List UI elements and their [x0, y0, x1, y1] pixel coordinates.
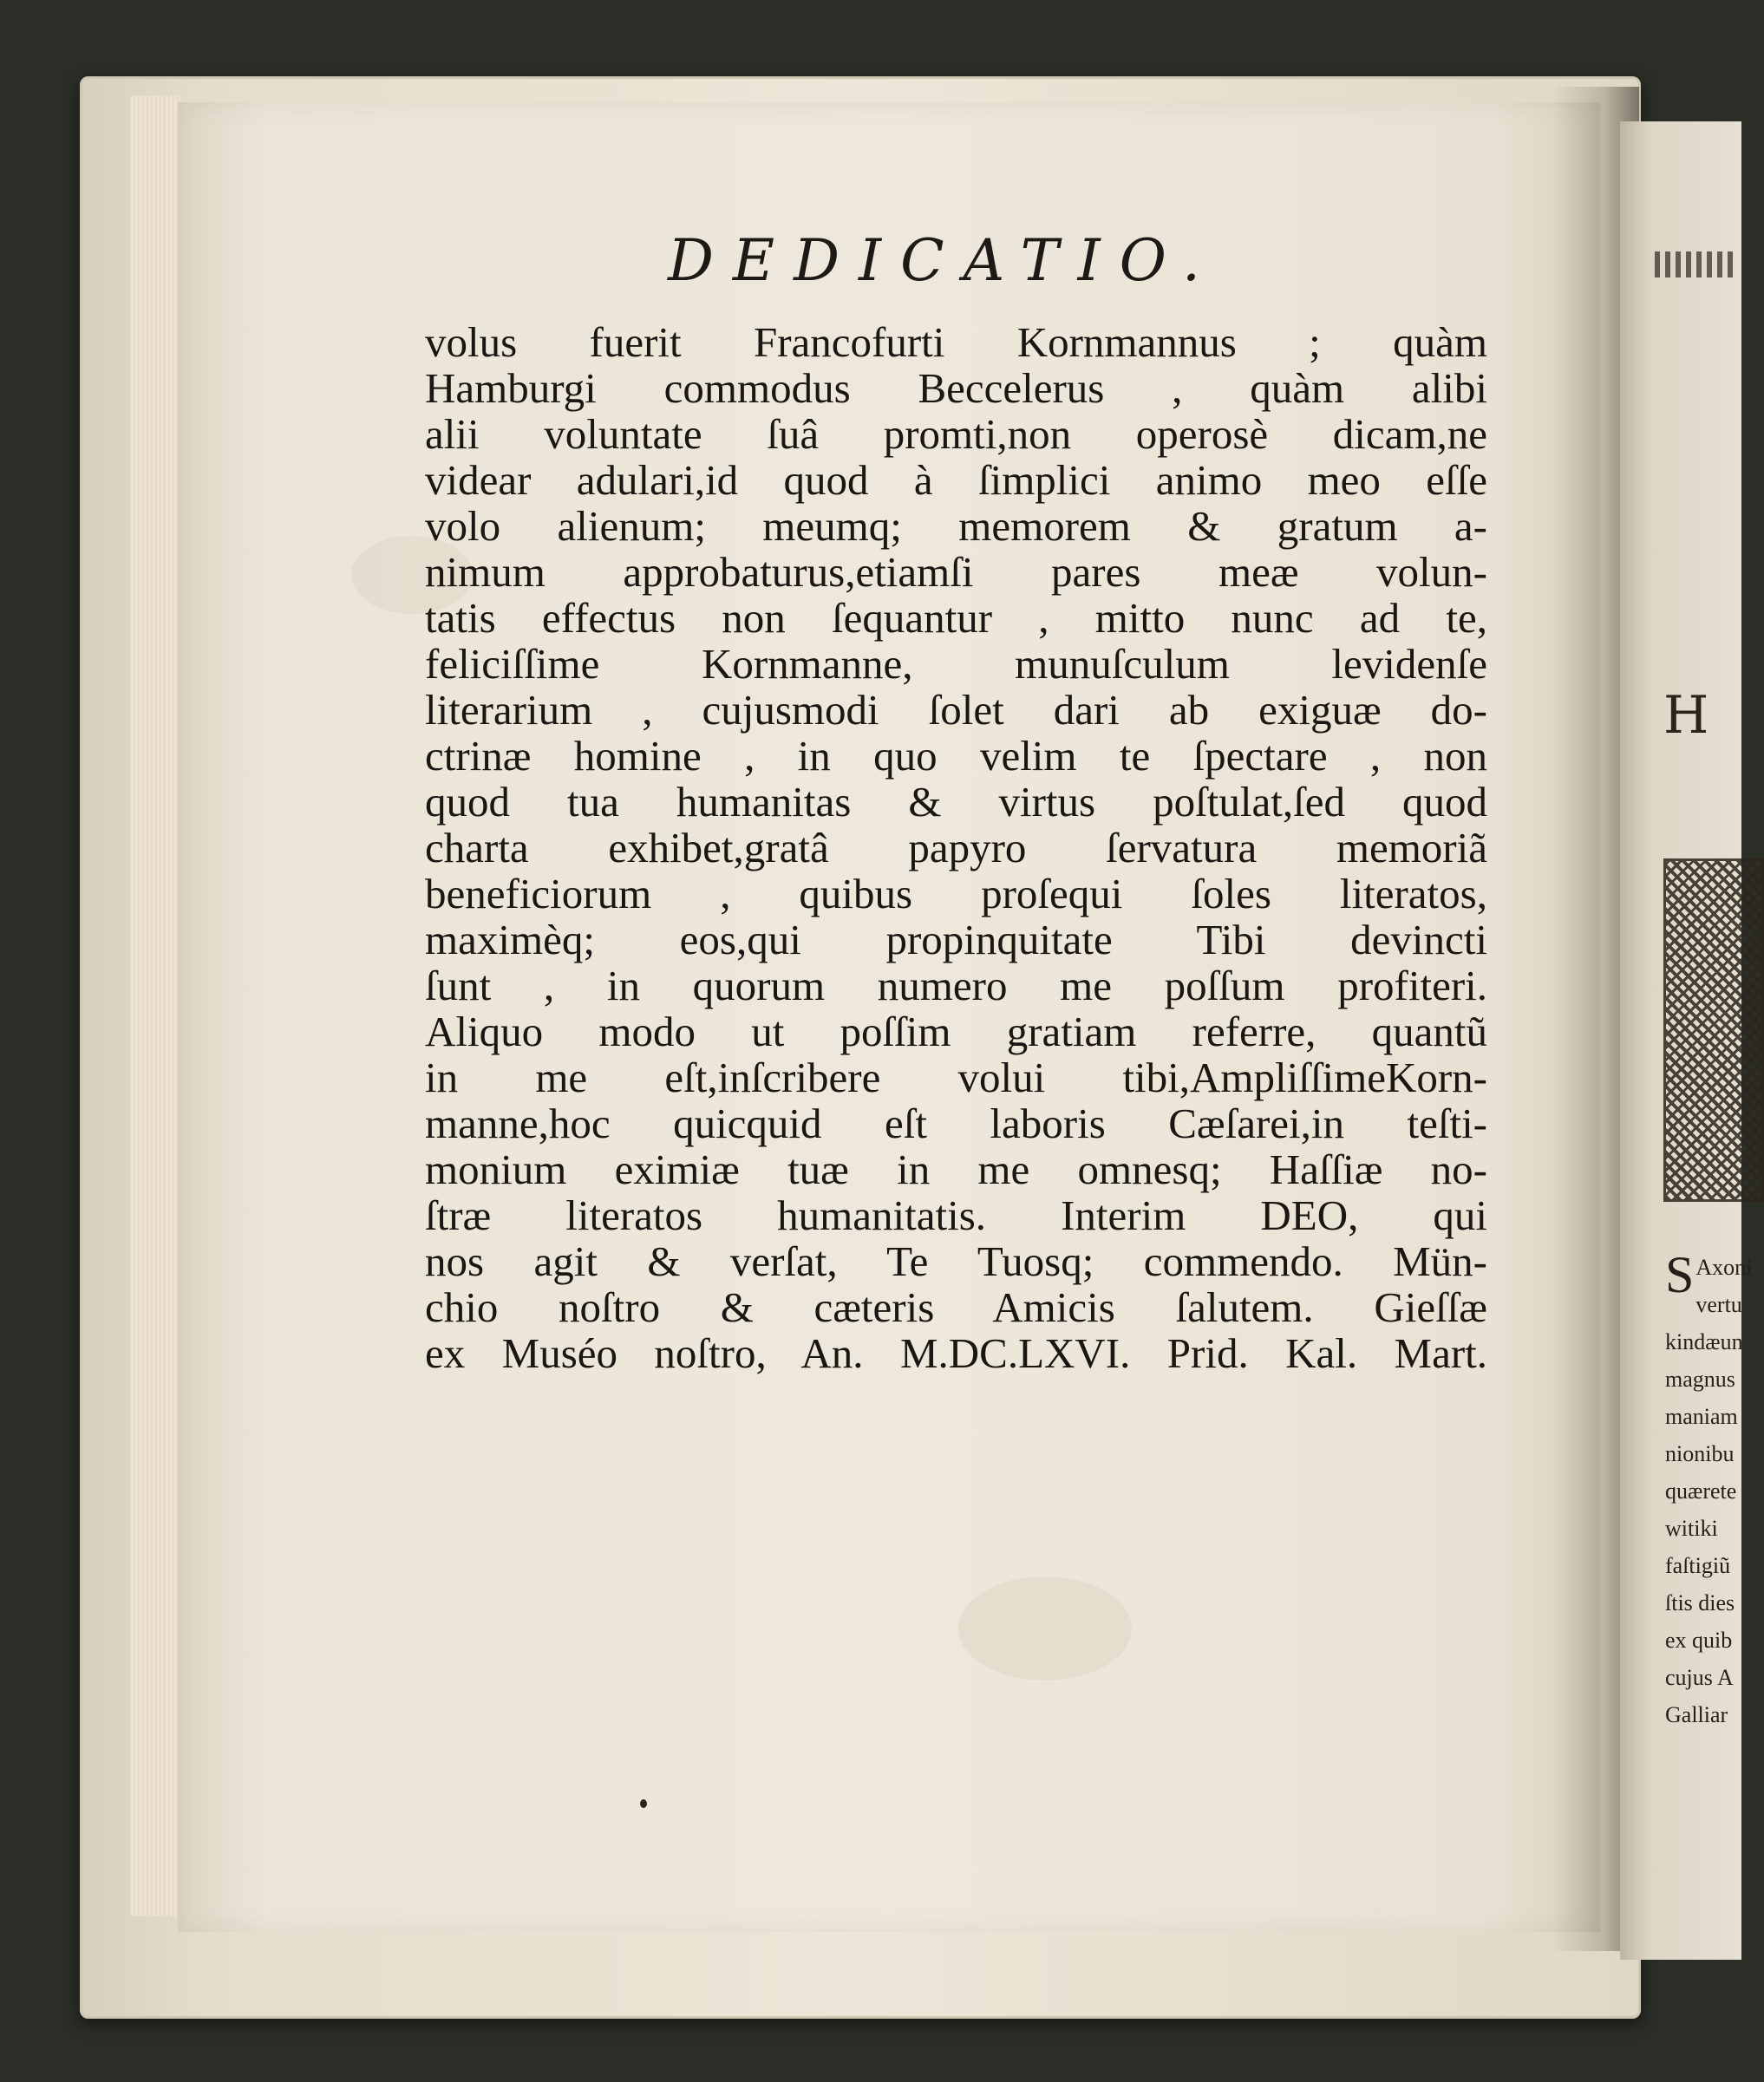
- margin-word: faſtigiũ: [1665, 1553, 1731, 1578]
- text-line: monium eximiæ tuæ in me omnesq; Haſſiæ no-: [425, 1145, 1487, 1193]
- margin-word: vertu: [1695, 1292, 1742, 1317]
- text-line: beneficiorum , quibus proſequi ſoles literatos,: [425, 870, 1487, 917]
- facing-header-letter: H: [1663, 685, 1711, 746]
- facing-text: [1665, 1246, 1761, 1733]
- text-line: ſtræ literatos humanitatis. Interim DEO, qui: [425, 1191, 1487, 1239]
- ink-speck: [640, 1799, 647, 1808]
- text-line: Hamburgi commodus Beccelerus , quàm alibi: [425, 364, 1487, 412]
- dedication-text: [425, 319, 1487, 1376]
- margin-word: magnus: [1665, 1367, 1735, 1392]
- text-line: literarium , cujusmodi ſolet dari ab exiguæ do-: [425, 686, 1487, 734]
- drop-initial: S: [1665, 1246, 1695, 1303]
- margin-word: ex quib: [1665, 1628, 1733, 1653]
- text-line: charta exhibet,gratâ papyro ſervatura memoriã: [425, 824, 1487, 871]
- text-line: videar adulari,id quod à ſimplici animo meo eſſe: [425, 456, 1487, 504]
- text-line: feliciſſime Kornmanne, munuſculum levidenſe: [425, 640, 1487, 688]
- page-block-edges: [130, 95, 182, 1916]
- margin-word: kindæun: [1665, 1329, 1743, 1354]
- facing-page: [1620, 121, 1753, 1960]
- text-line: volus fuerit Francofurti Kornmannus ; quàm: [425, 318, 1487, 366]
- margin-word: ſtis dies: [1665, 1590, 1735, 1615]
- text-line: Aliquo modo ut poſſim gratiam referre, quantũ: [425, 1008, 1487, 1055]
- text-line: nos agit & verſat, Te Tuosq; commendo. Mün-: [425, 1237, 1487, 1285]
- ornament-band: [1655, 251, 1737, 277]
- text-line: maximèq; eos,qui propinquitate Tibi devincti: [425, 916, 1487, 963]
- margin-word: maniam: [1665, 1404, 1738, 1429]
- text-line: tatis effectus non ſequantur , mitto nunc ad te,: [425, 594, 1487, 642]
- text-line: in me eſt,inſcribere volui tibi,AmpliſſimeKorn-: [425, 1054, 1487, 1101]
- text-line: quod tua humanitas & virtus poſtulat,ſed quod: [425, 778, 1487, 826]
- text-line: ex Muséo noſtro, An. M.DC.LXVI. Prid. Kal. Mart.: [425, 1329, 1487, 1377]
- margin-word: nionibu: [1665, 1441, 1735, 1466]
- margin-word: quærete: [1665, 1478, 1737, 1504]
- text-line: ſunt , in quorum numero me poſſum profiteri.: [425, 962, 1487, 1009]
- margin-word: cujus A: [1665, 1665, 1734, 1690]
- margin-word: Axoni: [1695, 1255, 1753, 1280]
- woodcut-initial: [1663, 858, 1764, 1202]
- text-line: manne,hoc quicquid eſt laboris Cæſarei,in teſti-: [425, 1100, 1487, 1147]
- text-line: chio noſtro & cæteris Amicis ſalutem. Gieſſæ: [425, 1283, 1487, 1331]
- running-head: DEDICATIO.: [668, 227, 1219, 294]
- paper-stain: [958, 1576, 1132, 1681]
- text-line: nimum approbaturus,etiamſi pares meæ volun-: [425, 548, 1487, 596]
- text-line: ctrinæ homine , in quo velim te ſpectare , non: [425, 732, 1487, 780]
- margin-word: witiki: [1665, 1516, 1718, 1541]
- text-line: alii voluntate ſuâ promti,non operosè dicam,ne: [425, 410, 1487, 458]
- text-line: volo alienum; meumq; memorem & gratum a-: [425, 502, 1487, 550]
- margin-word: Galliar: [1665, 1702, 1728, 1727]
